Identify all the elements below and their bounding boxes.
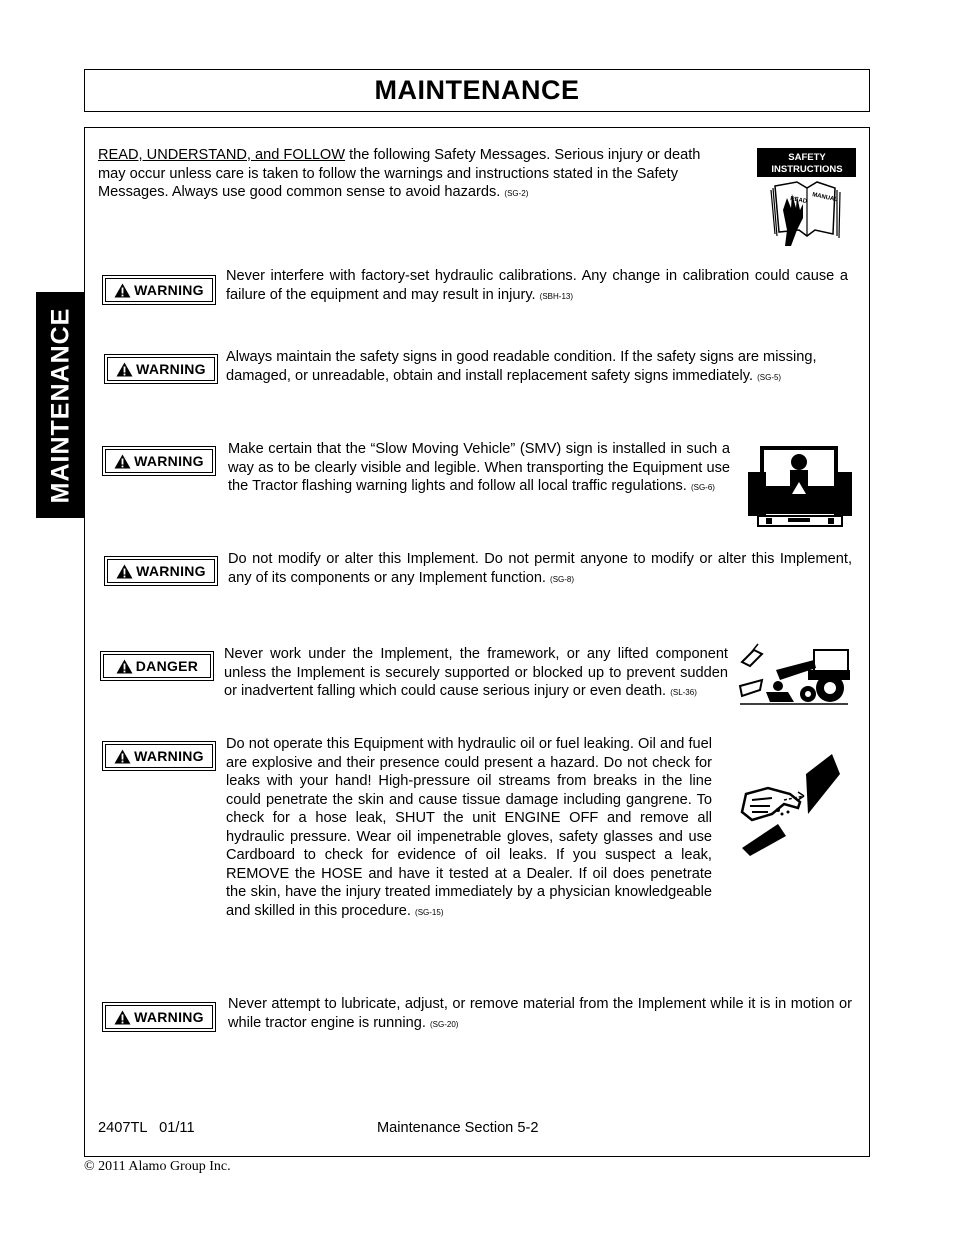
message-code: (SG-8) [550, 574, 575, 584]
message-code: (SG-20) [430, 1019, 459, 1029]
message-text: Do not operate this Equipment with hydraulic oil or fuel leaking. Oil and fuel are explosive and their presence could present a hazard. Do not check for leaks with your hand! High-pressure oil streams from breaks in the line could penetrate the skin and cause tissue damage including gangrene. To check for a hose leak, SHUT the unit ENGINE OFF and remove all hydraulic pressure. Wear oil impenetrable gloves, safety glasses and use Cardboard to check for evidence of oil leaks. If you suspect a leak, REMOVE the HOSE and have it tested at a Dealer. If oil does penetrate the skin, have the injury treated immediately by a physician knowledgeable and skilled in this procedure. [226, 736, 712, 919]
message-code: (SL-36) [670, 688, 697, 697]
footer-section: Maintenance Section 5-2 [377, 1120, 539, 1136]
message-4 [228, 550, 852, 589]
badge-label: WARNING [134, 748, 204, 764]
message-code: (SG-15) [415, 907, 444, 917]
message-3 [228, 440, 730, 498]
warning-triangle-icon [114, 283, 131, 298]
badge-label: DANGER [135, 658, 199, 674]
intro-text: the following Safety Messages. Serious injury or death may occur unless care is taken to follow the warnings and instructions stated in the Safety Messages. Always use good common sense to avoid hazards. [98, 147, 701, 200]
danger-badge [100, 651, 214, 681]
warning-badge-1 [102, 275, 216, 305]
book-left-text: READ [789, 196, 808, 205]
warning-badge-2 [104, 354, 218, 384]
message-text: Do not modify or alter this Implement. Do not permit anyone to modify or alter this Implement, any of its components or any Implement function. [228, 551, 852, 586]
badge-label: WARNING [134, 1009, 204, 1025]
safety-label-line2: INSTRUCTIONS [771, 164, 843, 175]
safety-instructions-icon [757, 148, 857, 248]
hydraulic-leak-icon [738, 754, 842, 858]
intro-code: (SG-2) [504, 189, 529, 198]
warning-triangle-icon [116, 564, 133, 579]
intro-paragraph [98, 146, 720, 204]
section-side-tab [36, 292, 85, 518]
smv-tractor-icon [748, 444, 852, 528]
warning-triangle-icon [114, 1010, 131, 1025]
message-text: Always maintain the safety signs in good readable condition. If the safety signs are missing, damaged, or unreadable, obtain and install replacement safety signs immediately. [226, 349, 817, 384]
warning-triangle-icon [114, 454, 131, 469]
message-code: (SG-6) [690, 483, 715, 492]
warning-badge-7 [102, 1002, 216, 1032]
message-5 [224, 645, 728, 703]
page-title: MAINTENANCE [374, 75, 580, 105]
message-text: Make certain that the “Slow Moving Vehicle” (SMV) sign is installed in such a way as to be clearly visible and legible. When transporting the Equipment use the Tractor flashing warning lights and follow all local traffic regulations. [228, 441, 730, 494]
message-text: Never attempt to lubricate, adjust, or remove material from the Implement while it is in motion or while tractor engine is running. [228, 996, 852, 1031]
side-tab-label: MAINTENANCE [46, 307, 74, 503]
book-right-text: MANUAL [811, 192, 839, 204]
badge-label: WARNING [134, 453, 204, 469]
message-6 [226, 735, 712, 922]
badge-label: WARNING [134, 282, 204, 298]
message-1 [226, 267, 848, 306]
footer-doc-id: 2407TL 01/11 [98, 1120, 195, 1136]
badge-label: WARNING [136, 361, 206, 377]
message-code: (SBH-13) [539, 291, 574, 301]
warning-badge-4 [104, 556, 218, 586]
message-text: Never work under the Implement, the framework, or any lifted component unless the Implement is securely supported or blocked up to prevent sudden or inadvertent falling which could cause serious injury or even death. [224, 646, 728, 699]
page-title-box [84, 69, 870, 112]
safety-label-line1: SAFETY [788, 152, 826, 163]
message-text: Never interfere with factory-set hydraulic calibrations. Any change in calibration could cause a failure of the equipment and may result in injury. [226, 268, 848, 303]
message-2 [226, 348, 854, 387]
badge-label: WARNING [136, 563, 206, 579]
warning-badge-6 [102, 741, 216, 771]
copyright: © 2011 Alamo Group Inc. [84, 1159, 231, 1174]
intro-lead: READ, UNDERSTAND, and FOLLOW [98, 147, 346, 163]
warning-triangle-icon [114, 749, 131, 764]
danger-triangle-icon [116, 659, 133, 674]
message-7 [228, 995, 852, 1034]
warning-triangle-icon [116, 362, 133, 377]
warning-badge-3 [102, 446, 216, 476]
message-code: (SG-5) [757, 372, 782, 382]
crush-hazard-icon [736, 640, 852, 708]
